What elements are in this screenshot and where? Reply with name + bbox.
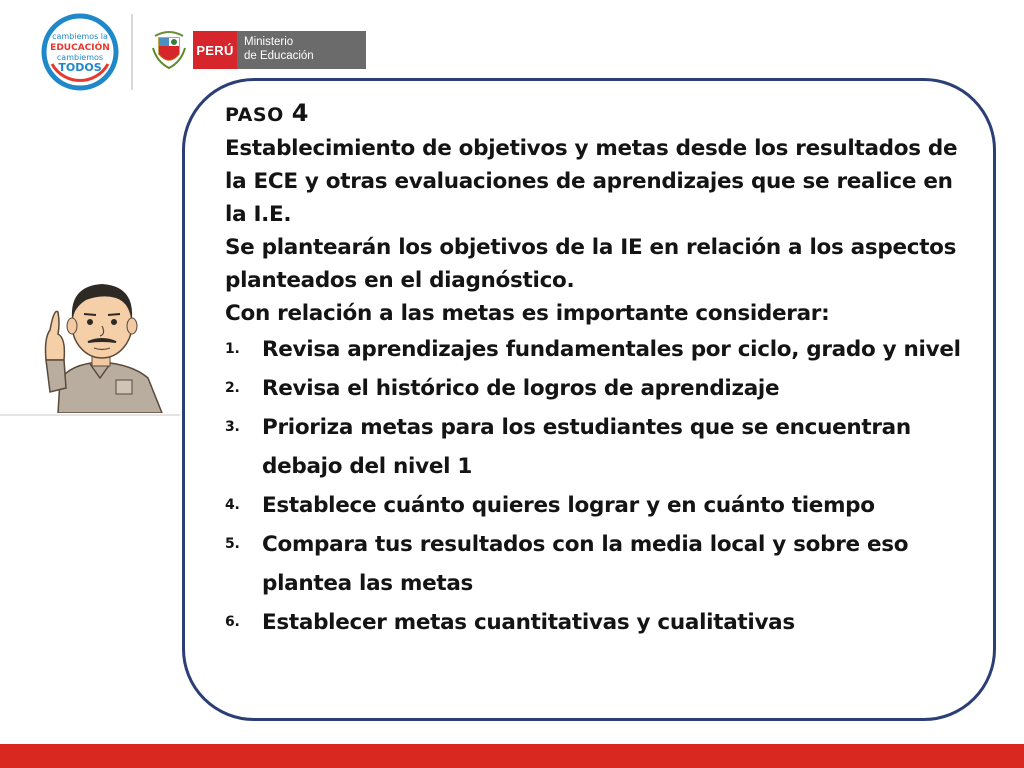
step-heading: [225, 96, 965, 132]
header-divider: [131, 14, 133, 90]
campaign-line1: cambiemos la: [52, 32, 108, 41]
list-item-text: Revisa aprendizajes fundamentales por ciclo, grado y nivel: [262, 337, 961, 362]
list-item-number: 6.: [225, 614, 240, 630]
campaign-line4: TODOS: [58, 61, 102, 74]
step-content: [225, 96, 965, 642]
ministry-name: [237, 31, 366, 69]
campaign-logo: [40, 12, 120, 92]
list-item-number: 3.: [225, 419, 240, 435]
step-heading-label: PASO: [225, 104, 284, 126]
ministry-badge: [193, 31, 366, 69]
list-item-text: Compara tus resultados con la media local y sobre eso plantea las metas: [262, 532, 909, 596]
bottom-band: [0, 744, 1024, 768]
list-item-text: Establecer metas cuantitativas y cualitativas: [262, 610, 795, 635]
paragraph-objectives: Establecimiento de objetivos y metas desde los resultados de la ECE y otras evaluaciones de aprendizajes que se realice en la I.E.: [225, 136, 958, 227]
list-item: [225, 603, 965, 642]
step-heading-number: 4: [291, 99, 309, 127]
paragraph-diagnosis: Se plantearán los objetivos de la IE en relación a los aspectos planteados en el diagnóstico.: [225, 235, 957, 293]
list-item: [225, 408, 965, 486]
goals-list: [225, 330, 965, 642]
list-item-number: 4.: [225, 497, 240, 513]
list-item-number: 5.: [225, 536, 240, 552]
list-item-text: Establece cuánto quieres lograr y en cuánto tiempo: [262, 493, 875, 518]
ministry-line1: Ministerio: [244, 36, 294, 48]
list-item: [225, 525, 965, 603]
list-item-number: 2.: [225, 380, 240, 396]
campaign-line3: cambiemos: [56, 53, 104, 62]
paragraph-goals-intro: Con relación a las metas es importante considerar:: [225, 301, 830, 326]
campaign-line2: EDUCACIÓN: [50, 43, 110, 53]
country-label: PERÚ: [193, 31, 237, 69]
teacher-illustration: [30, 268, 170, 413]
ministry-line2: de Educación: [244, 50, 314, 62]
list-item-text: Prioriza metas para los estudiantes que se encuentran debajo del nivel 1: [262, 415, 911, 479]
list-item: [225, 330, 965, 369]
list-item: [225, 369, 965, 408]
list-item: [225, 486, 965, 525]
list-item-text: Revisa el histórico de logros de aprendizaje: [262, 376, 780, 401]
illustration-baseline: [0, 414, 180, 416]
coat-of-arms-icon: [151, 28, 187, 70]
list-item-number: 1.: [225, 341, 240, 357]
